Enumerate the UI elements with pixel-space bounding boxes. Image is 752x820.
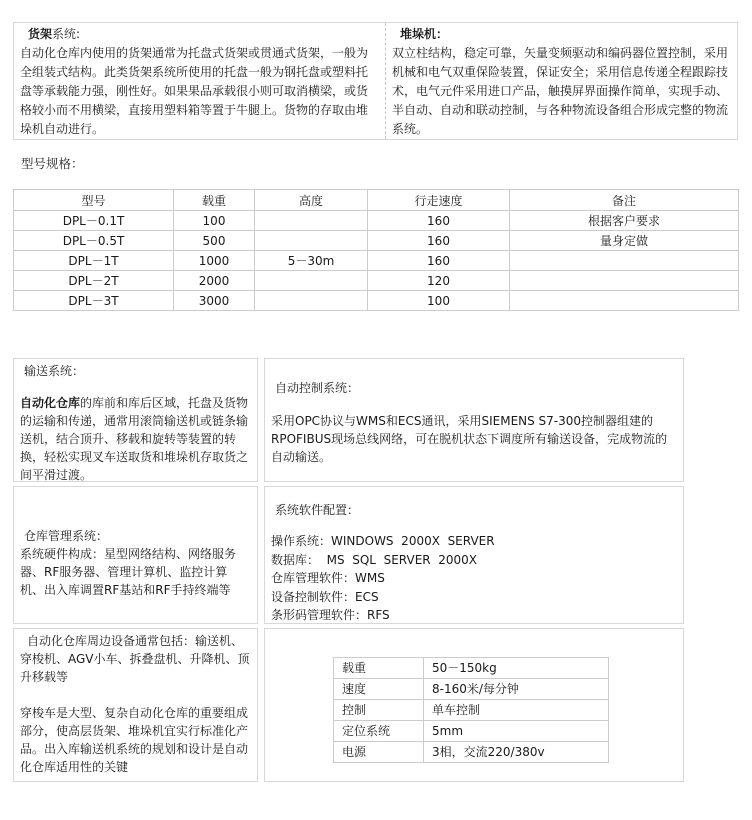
shuttle-spec-cell — [264, 628, 684, 782]
column-header-remarks: 备注 — [510, 190, 739, 211]
peripherals-cell — [13, 628, 258, 782]
table-cell: DPL－1T — [14, 251, 174, 271]
table-cell: 2000 — [174, 271, 255, 291]
shuttle-value-positioning: 5mm — [424, 721, 609, 742]
software-item-database: 数据库： MS SQL SERVER 2000X — [271, 552, 478, 567]
warehouse-management-body: 系统硬件构成：星型网络结构、网络服务器、RF服务器、管理计算机、监控计算机、出入库调置RF基站和RF手持终端等 — [20, 547, 237, 597]
table-cell: 100 — [174, 211, 255, 231]
peripherals-paragraph-2: 穿梭车是大型、复杂自动化仓库的重要组成部分，使高层货架、堆垛机宜实行标准化产品。出入库输送机系统的规划和设计是自动化仓库适用性的关键 — [20, 706, 249, 774]
table-row — [334, 721, 609, 742]
stacker-crane-body: 双立柱结构，稳定可靠，矢量变频驱动和编码器位置控制，采用机械和电气双重保险装置，保证安全；采用信息传递全程跟踪技术，电气元件采用进口产品，触摸屏界面操作简单，实现手动、半自动、自动和联动控制，与各种物流设备组合形成完整的物流系统。 — [392, 46, 729, 136]
table-cell: 量身定做 — [510, 231, 739, 251]
table-cell: 160 — [368, 251, 510, 271]
shuttle-label-load: 载重 — [334, 658, 424, 679]
software-item-rfs: 条形码管理软件：RFS — [271, 608, 390, 622]
stacker-crane-title: 堆垛机： — [400, 27, 449, 41]
warehouse-management-title: 仓库管理系统： — [24, 529, 109, 543]
table-cell — [255, 291, 368, 311]
shuttle-label-power: 电源 — [334, 742, 424, 763]
table-row — [334, 679, 609, 700]
auto-control-body: 采用OPC协议与WMS和ECS通讯，采用SIEMENS S7-300控制器组建的RPOFIBUS现场总线网络，可在脱机状态下调度所有输送设备，完成物流的自动输送。 — [271, 414, 668, 464]
shuttle-value-power: 3相，交流220/380v — [424, 742, 609, 763]
shelf-system-title-bold: 货架 — [28, 27, 53, 41]
shelf-system-title — [20, 25, 379, 44]
shuttle-value-control: 单车控制 — [424, 700, 609, 721]
table-cell: 500 — [174, 231, 255, 251]
table-cell: 3000 — [174, 291, 255, 311]
table-cell: 5－30m — [255, 251, 368, 271]
table-cell — [255, 271, 368, 291]
table-row — [334, 658, 609, 679]
table-row — [14, 271, 739, 291]
table-cell — [255, 211, 368, 231]
system-software-title: 系统软件配置： — [275, 503, 360, 517]
table-row — [14, 211, 739, 231]
table-cell: DPL－2T — [14, 271, 174, 291]
details-section — [13, 358, 738, 782]
table-cell: DPL－3T — [14, 291, 174, 311]
table-row — [334, 742, 609, 763]
intro-section — [13, 22, 738, 140]
conveying-system-title: 输送系统： — [24, 364, 85, 378]
shelf-system-title-rest: 系统: — [52, 27, 81, 41]
spec-heading: 型号规格： — [21, 156, 84, 171]
system-software-cell — [264, 486, 684, 624]
spec-table-header-row — [14, 190, 739, 211]
auto-control-cell — [264, 358, 684, 482]
software-item-wms: 仓库管理软件：WMS — [271, 571, 385, 585]
column-header-load: 载重 — [174, 190, 255, 211]
table-cell: DPL－0.1T — [14, 211, 174, 231]
table-cell: 120 — [368, 271, 510, 291]
shuttle-label-speed: 速度 — [334, 679, 424, 700]
shelf-system-cell — [14, 23, 386, 139]
shuttle-label-positioning: 定位系统 — [334, 721, 424, 742]
conveying-body-text: 的库前和库后区域，托盘及货物的运输和传递，通常用滚筒输送机或链条输送机，结合顶升、移载和旋转等装置的转换，轻松实现叉车送取货和堆垛机存取货之间平滑过渡。 — [20, 396, 249, 482]
shuttle-value-speed: 8-160米/每分钟 — [424, 679, 609, 700]
table-cell — [510, 291, 739, 311]
table-cell: 160 — [368, 211, 510, 231]
software-item-ecs: 设备控制软件：ECS — [271, 589, 379, 604]
table-cell — [510, 251, 739, 271]
shuttle-label-control: 控制 — [334, 700, 424, 721]
warehouse-management-cell — [13, 486, 258, 624]
column-header-model: 型号 — [14, 190, 174, 211]
conveying-lead-bold: 自动化仓库 — [20, 396, 81, 410]
shelf-system-body: 自动化仓库内使用的货架通常为托盘式货架或贯通式货架，一般为全组装式结构。此类货架系统所使用的托盘一般为钢托盘或塑料托盘等承载能力强，刚性好。如果果品承载很小则可取消横梁，或货格较小而不用横梁，直接用塑料箱等置于牛腿上。货物的存取由堆垛机自动进行。 — [20, 46, 369, 136]
table-row — [14, 231, 739, 251]
table-cell: 100 — [368, 291, 510, 311]
table-row — [334, 700, 609, 721]
table-cell: 160 — [368, 231, 510, 251]
shuttle-spec-table — [333, 657, 609, 763]
column-header-height: 高度 — [255, 190, 368, 211]
table-cell: DPL－0.5T — [14, 231, 174, 251]
page — [0, 22, 752, 782]
software-item-os: 操作系统：WINDOWS 2000X SERVER — [271, 534, 495, 548]
table-row — [14, 251, 739, 271]
peripherals-paragraph-1: 自动化仓库周边设备通常包括：输送机、穿梭机、AGV小车、拆叠盘机、升降机、顶升移载等 — [20, 634, 250, 684]
shuttle-value-load: 50－150kg — [424, 658, 609, 679]
column-header-speed: 行走速度 — [368, 190, 510, 211]
table-cell: 1000 — [174, 251, 255, 271]
conveying-system-body — [20, 394, 251, 482]
auto-control-title: 自动控制系统： — [275, 381, 360, 395]
table-cell: 根据客户要求 — [510, 211, 739, 231]
spec-table — [13, 189, 739, 311]
stacker-crane-cell — [386, 23, 737, 139]
table-row — [14, 291, 739, 311]
table-cell — [255, 231, 368, 251]
conveying-system-cell — [13, 358, 258, 482]
table-cell — [510, 271, 739, 291]
